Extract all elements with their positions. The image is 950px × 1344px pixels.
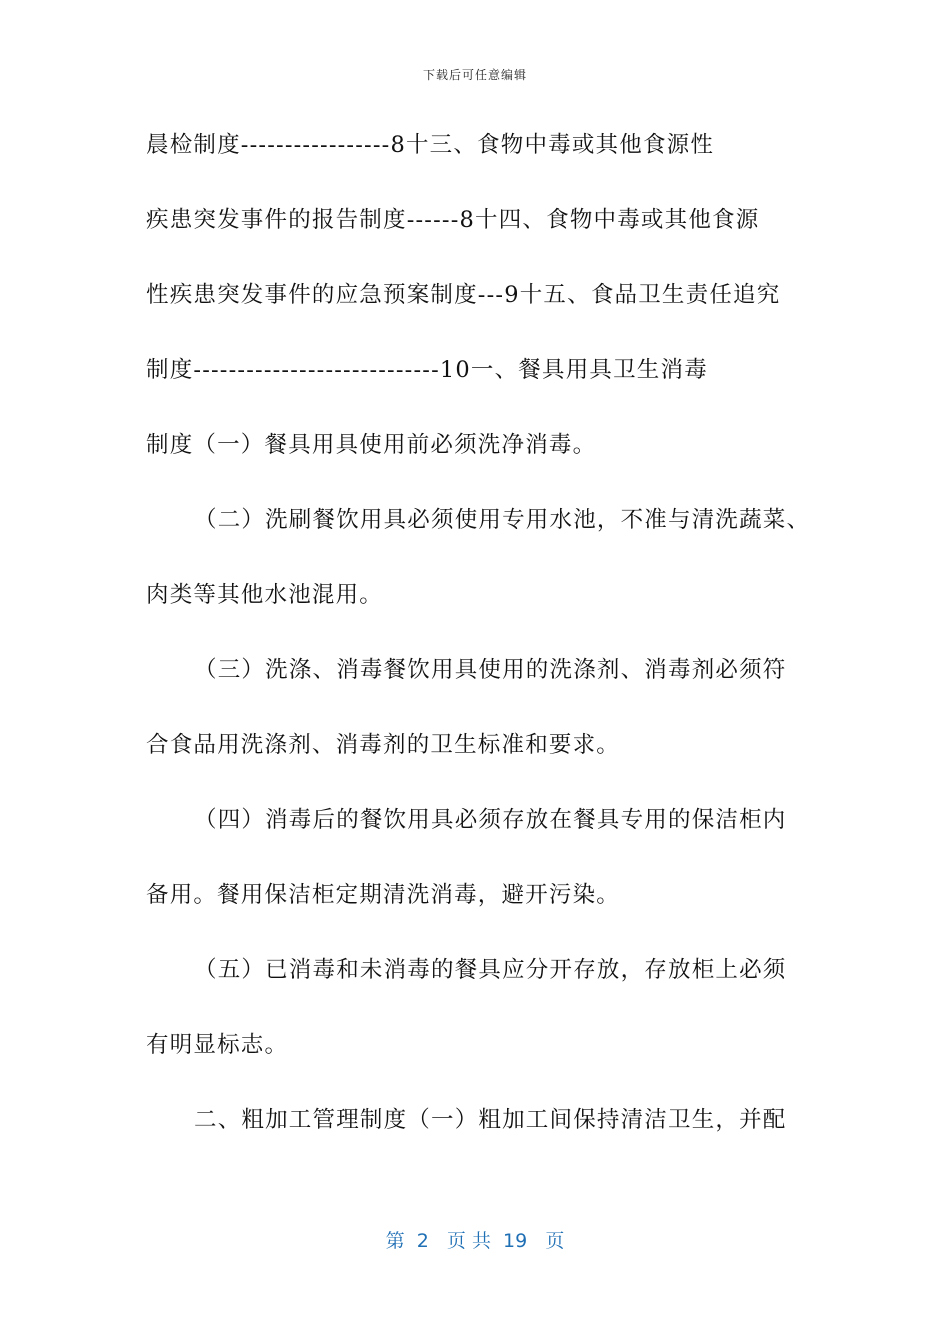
text-line: （二）洗刷餐饮用具必须使用专用水池，不准与清洗蔬菜、	[194, 507, 811, 533]
text-line: 制度----------------------------10一、餐具用具卫生消毒	[146, 357, 708, 383]
text-line: 合食品用洗涤剂、消毒剂的卫生标准和要求。	[146, 732, 621, 758]
text-line: 晨检制度-----------------8十三、食物中毒或其他食源性	[146, 132, 715, 158]
text-line: 二、粗加工管理制度（一）粗加工间保持清洁卫生，并配	[194, 1107, 787, 1133]
text-line: 性疾患突发事件的应急预案制度---9十五、食品卫生责任追究	[146, 282, 781, 308]
page-number-footer: 第 2 页 共 19 页	[385, 1230, 565, 1252]
text-line: （四）消毒后的餐饮用具必须存放在餐具专用的保洁柜内	[194, 807, 787, 833]
text-line: 备用。餐用保洁柜定期清洗消毒，避开污染。	[146, 882, 621, 908]
text-line: 制度（一）餐具用具使用前必须洗净消毒。	[146, 432, 597, 458]
text-line: 疾患突发事件的报告制度------8十四、食物中毒或其他食源	[146, 207, 760, 233]
text-line: （五）已消毒和未消毒的餐具应分开存放，存放柜上必须	[194, 957, 787, 983]
text-line: 肉类等其他水池混用。	[146, 582, 384, 608]
text-line: （三）洗涤、消毒餐饮用具使用的洗涤剂、消毒剂必须符	[194, 657, 787, 683]
text-line: 有明显标志。	[146, 1032, 289, 1058]
header-note: 下载后可任意编辑	[422, 68, 527, 82]
